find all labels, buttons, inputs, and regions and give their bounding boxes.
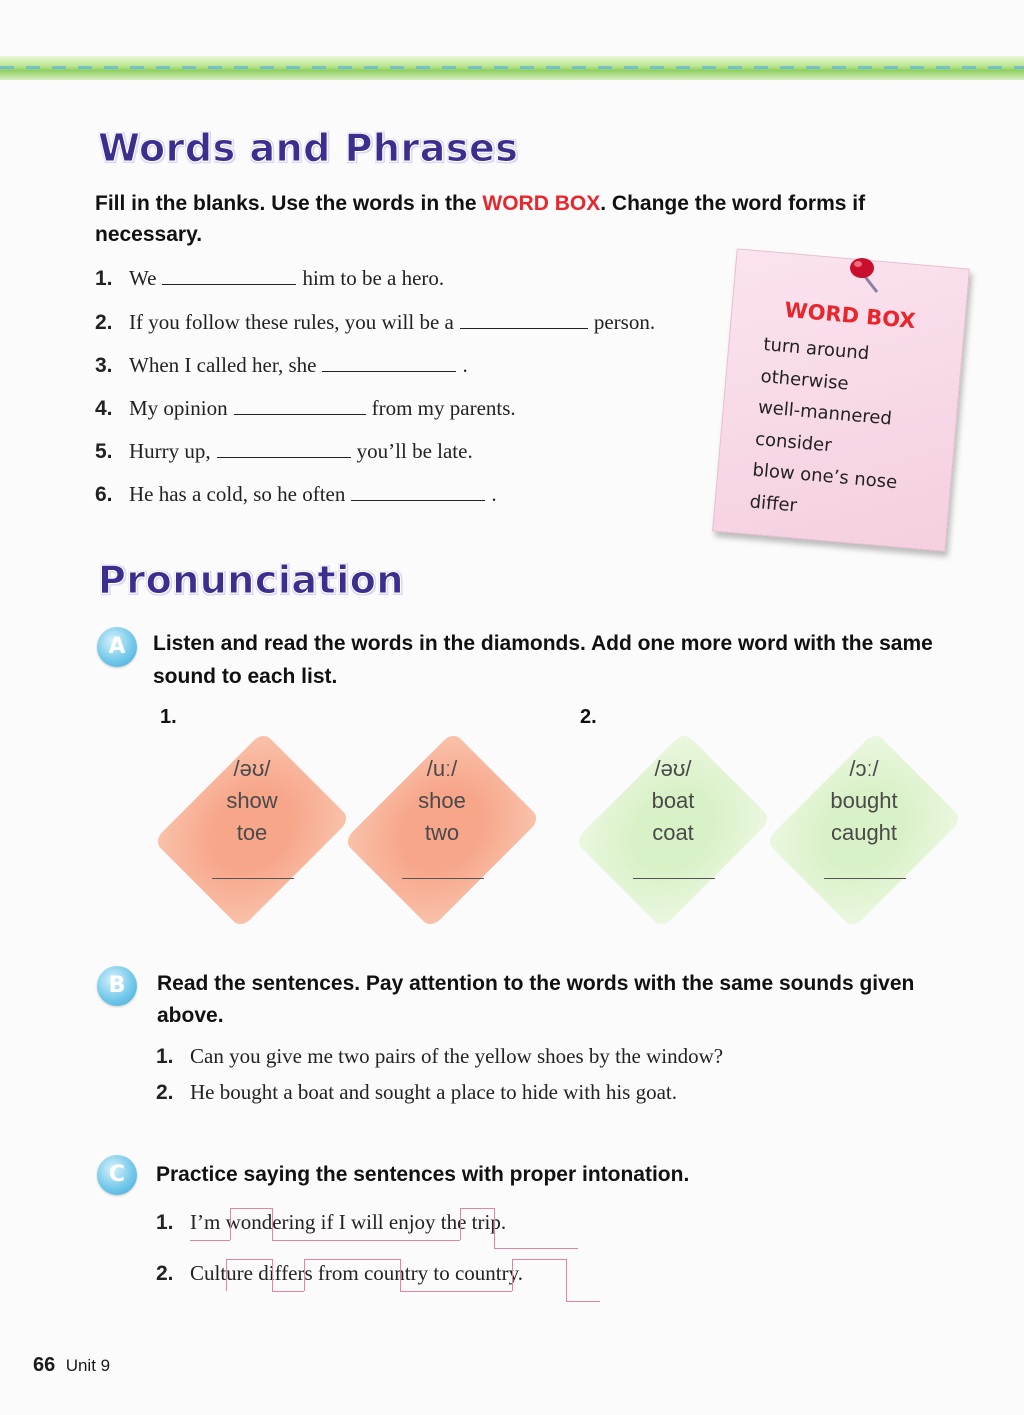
sound-diamond-1 xyxy=(162,740,342,960)
answer-blank[interactable] xyxy=(212,878,294,879)
part-c-sentence-2: 2. Culture differs from country to country. xyxy=(156,1261,524,1285)
answer-blank[interactable] xyxy=(162,266,296,285)
words-and-phrases-title: Words and Phrases xyxy=(98,126,519,170)
answer-blank[interactable] xyxy=(351,482,485,501)
example-word: coat xyxy=(652,820,694,845)
answer-blank[interactable] xyxy=(460,310,588,329)
list-label-1: 1. xyxy=(160,706,177,728)
example-word: bought xyxy=(830,788,898,813)
phonetic-symbol: /uː/ xyxy=(426,756,458,781)
word-box-reference: WORD BOX xyxy=(482,192,601,215)
list-label-2: 2. xyxy=(580,706,597,728)
part-c-instruction: Practice saying the sentences with proper intonation. xyxy=(156,1163,690,1186)
answer-blank[interactable] xyxy=(824,878,906,879)
example-word: boat xyxy=(651,788,695,813)
sound-diamond-2 xyxy=(352,740,532,960)
part-c-badge: C xyxy=(97,1155,137,1195)
word-box-item: consider xyxy=(754,428,833,456)
example-word: shoe xyxy=(418,788,466,813)
sound-diamond-4 xyxy=(774,740,954,960)
part-b-badge: B xyxy=(97,966,137,1006)
word-box-item: otherwise xyxy=(759,365,850,395)
word-box-item: differ xyxy=(748,490,798,517)
word-box xyxy=(712,248,970,551)
phonetic-symbol: /əʊ/ xyxy=(233,756,271,781)
example-word: show xyxy=(226,788,278,813)
answer-blank[interactable] xyxy=(402,878,484,879)
word-box-title: WORD BOX xyxy=(783,297,917,334)
question-3: 3. When I called her, she . xyxy=(95,353,468,377)
example-word: caught xyxy=(830,820,898,845)
page-footer xyxy=(33,1354,110,1377)
part-a-instruction: Listen and read the words in the diamonds. Add one more word with the same sound to each list. xyxy=(153,632,933,688)
example-word: toe xyxy=(236,820,268,845)
word-box-item: blow one’s nose xyxy=(751,459,898,494)
question-2: 2. If you follow these rules, you will be a person. xyxy=(95,310,656,334)
sound-diamond-3 xyxy=(583,740,763,960)
answer-blank[interactable] xyxy=(633,878,715,879)
example-word: two xyxy=(424,820,460,845)
part-b-instruction: Read the sentences. Pay attention to the words with the same sounds given above. xyxy=(157,972,915,1027)
answer-blank[interactable] xyxy=(234,396,366,415)
answer-blank[interactable] xyxy=(217,439,351,458)
words-instruction: Fill in the blanks. Use the words in the WORD BOX. Change the word forms if necessary. xyxy=(95,192,866,246)
word-box-item: turn around xyxy=(762,334,871,365)
answer-blank[interactable] xyxy=(322,353,456,372)
part-b-sentence-2: 2. He bought a boat and sought a place to hide with his goat. xyxy=(156,1080,677,1104)
part-a-badge: A xyxy=(97,627,137,667)
part-b-sentence-1: 1. Can you give me two pairs of the yellow shoes by the window? xyxy=(156,1044,724,1068)
question-4: 4. My opinion from my parents. xyxy=(95,396,516,420)
word-box-item: well-mannered xyxy=(757,396,893,430)
page-number: 66 xyxy=(33,1354,56,1376)
push-pin-icon xyxy=(844,254,882,298)
pronunciation-title: Pronunciation xyxy=(98,558,404,602)
part-c-sentence-1: 1. I’m wondering if I will enjoy the trip. xyxy=(156,1210,507,1234)
question-5: 5. Hurry up, you’ll be late. xyxy=(95,439,473,463)
question-6: 6. He has a cold, so he often . xyxy=(95,482,497,506)
question-1: 1. We him to be a hero. xyxy=(95,266,445,290)
top-decorative-band xyxy=(0,56,1024,80)
unit-label: Unit 9 xyxy=(65,1356,111,1375)
phonetic-symbol: /əʊ/ xyxy=(654,756,692,781)
phonetic-symbol: /ɔː/ xyxy=(849,756,879,781)
